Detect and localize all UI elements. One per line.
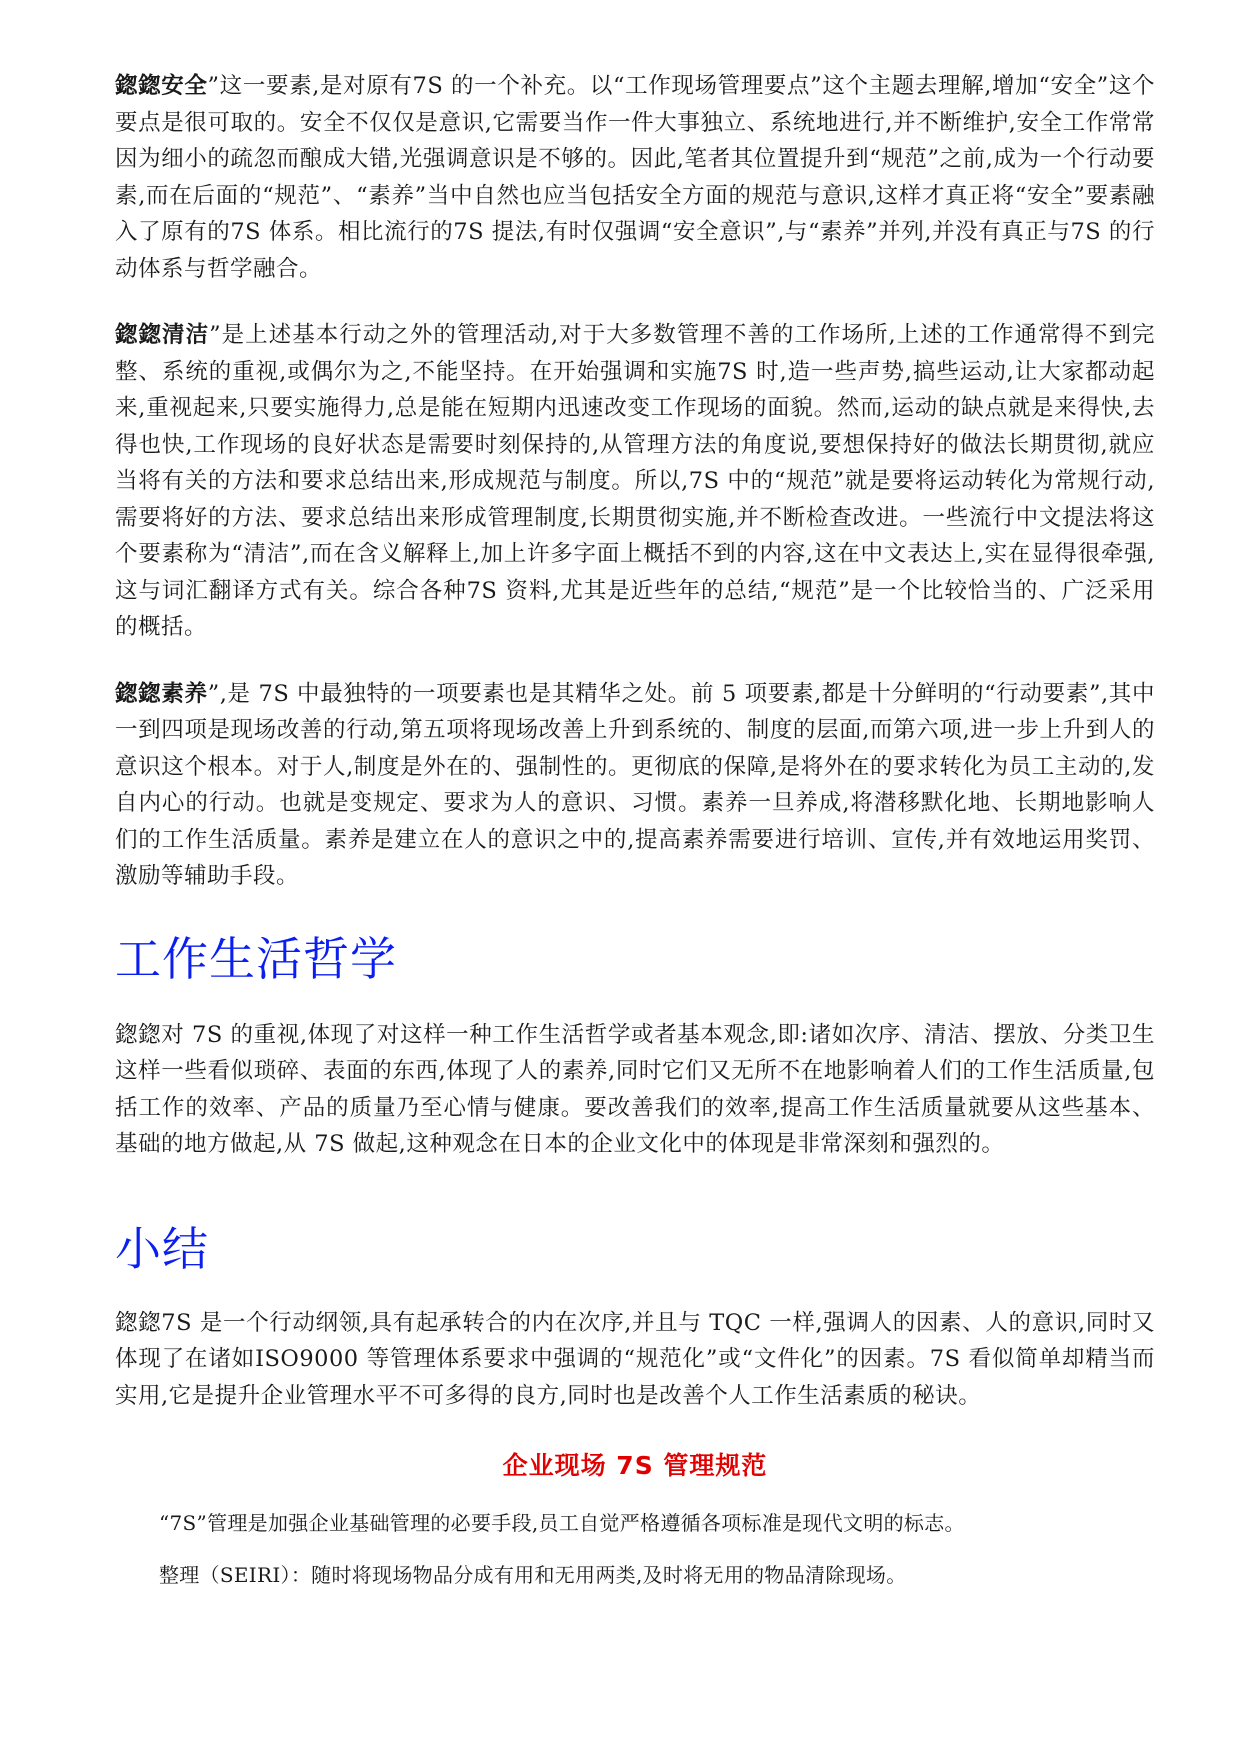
paragraph-philosophy bbox=[115, 1017, 1155, 1163]
paragraph-text: 鍯鍯对 7S 的重视,体现了对这样一种工作生活哲学或者基本观念,即:诸如次序、清洁、摆放、分类卫生这样一些看似琐碎、表面的东西,体现了人的素养,同时它们又无所不在地影响着人们的工作生活质量,包括工作的效率、产品的质量乃至心情与健康。要改善我们的效率,提高工作生活质量就要从这些基本、基础的地方做起,从 7S 做起,这种观念在日本的企业文化中的体现是非常深刻和强烈的。 bbox=[115, 1021, 1155, 1157]
paragraph-lead: 鍯鍯安全 bbox=[115, 73, 208, 99]
paragraph-text: 鍯鍯7S 是一个行动纲领,具有起承转合的内在次序,并且与 TQC 一样,强调人的因素、人的意识,同时又体现了在诸如ISO9000 等管理体系要求中强调的“规范化”或“文件化”的因素。7S 看似简单却精当而实用,它是提升企业管理水平不可多得的良方,同时也是改善个人工作生活素质的秘诀。 bbox=[115, 1309, 1155, 1409]
heading-summary: 小结 bbox=[115, 1221, 209, 1276]
document-page bbox=[115, 68, 1155, 1590]
paragraph-clean bbox=[115, 317, 1155, 646]
paragraph-quality bbox=[115, 676, 1155, 895]
paragraph-lead: 鍯鍯清洁 bbox=[115, 322, 210, 348]
paragraph-text: ”,是 7S 中最独特的一项要素也是其精华之处。前 5 项要素,都是十分鲜明的“行动要素”,其中一到四项是现场改善的行动,第五项将现场改善上升到系统的、制度的层面,而第六项,进一步上升到人的意识这个根本。对于人,制度是外在的、强制性的。更彻底的保障,是将外在的要求转化为员工主动的,发自内心的行动。也就是变规定、要求为人的意识、习惯。素养一旦养成,将潜移默化地、长期地影响人们的工作生活质量。素养是建立在人的意识之中的,提高素养需要进行培训、宣传,并有效地运用奖罚、激励等辅助手段。 bbox=[115, 680, 1155, 889]
paragraph-safety bbox=[115, 68, 1155, 287]
paragraph-lead: 鍯鍯素养 bbox=[115, 680, 208, 707]
line-7s-management: “7S”管理是加强企业基础管理的必要手段,员工自觉严格遵循各项标准是现代文明的标志。 bbox=[159, 1511, 965, 1535]
heading-philosophy: 工作生活哲学 bbox=[115, 931, 397, 986]
paragraph-text: ”这一要素,是对原有7S 的一个补充。以“工作现场管理要点”这个主题去理解,增加“安全”这个要点是很可取的。安全不仅仅是意识,它需要当作一件大事独立、系统地进行,并不断维护,安全工作常常因为细小的疏忽而酿成大错,光强调意识是不够的。因此,笔者其位置提升到“规范”之前,成为一个行动要素,而在后面的“规范”、“素养”当中自然也应当包括安全方面的规范与意识,这样才真正将“安全”要素融入了原有的7S 体系。相比流行的7S 提法,有时仅强调“安全意识”,与“素养”并列,并没有真正与7S 的行动体系与哲学融合。 bbox=[115, 73, 1155, 282]
line-seiri: 整理（SEIRI）：随时将现场物品分成有用和无用两类,及时将无用的物品清除现场。 bbox=[159, 1563, 907, 1587]
paragraph-text: ”是上述基本行动之外的管理活动,对于大多数管理不善的工作场所,上述的工作通常得不到完整、系统的重视,或偶尔为之,不能坚持。在开始强调和实施7S 时,造一些声势,搞些运动,让大家都动起来,重视起来,只要实施得力,总是能在短期内迅速改变工作现场的面貌。然而,运动的缺点就是来得快,去得也快,工作现场的良好状态是需要时刻保持的,从管理方法的角度说,要想保持好的做法长期贯彻,就应当将有关的方法和要求总结出来,形成规范与制度。所以,7S 中的“规范”就是要将运动转化为常规行动,需要将好的方法、要求总结出来形成管理制度,长期贯彻实施,并不断检查改进。一些流行中文提法将这个要素称为“清洁”,而在含义解释上,加上许多字面上概括不到的内容,这在中文表达上,实在显得很牵强,这与词汇翻译方式有关。综合各种7S 资料,尤其是近些年的总结,“规范”是一个比较恰当的、广泛采用的概括。 bbox=[115, 322, 1155, 640]
title-7s-standard: 企业现场 7S 管理规范 bbox=[502, 1451, 768, 1480]
paragraph-summary bbox=[115, 1305, 1155, 1415]
